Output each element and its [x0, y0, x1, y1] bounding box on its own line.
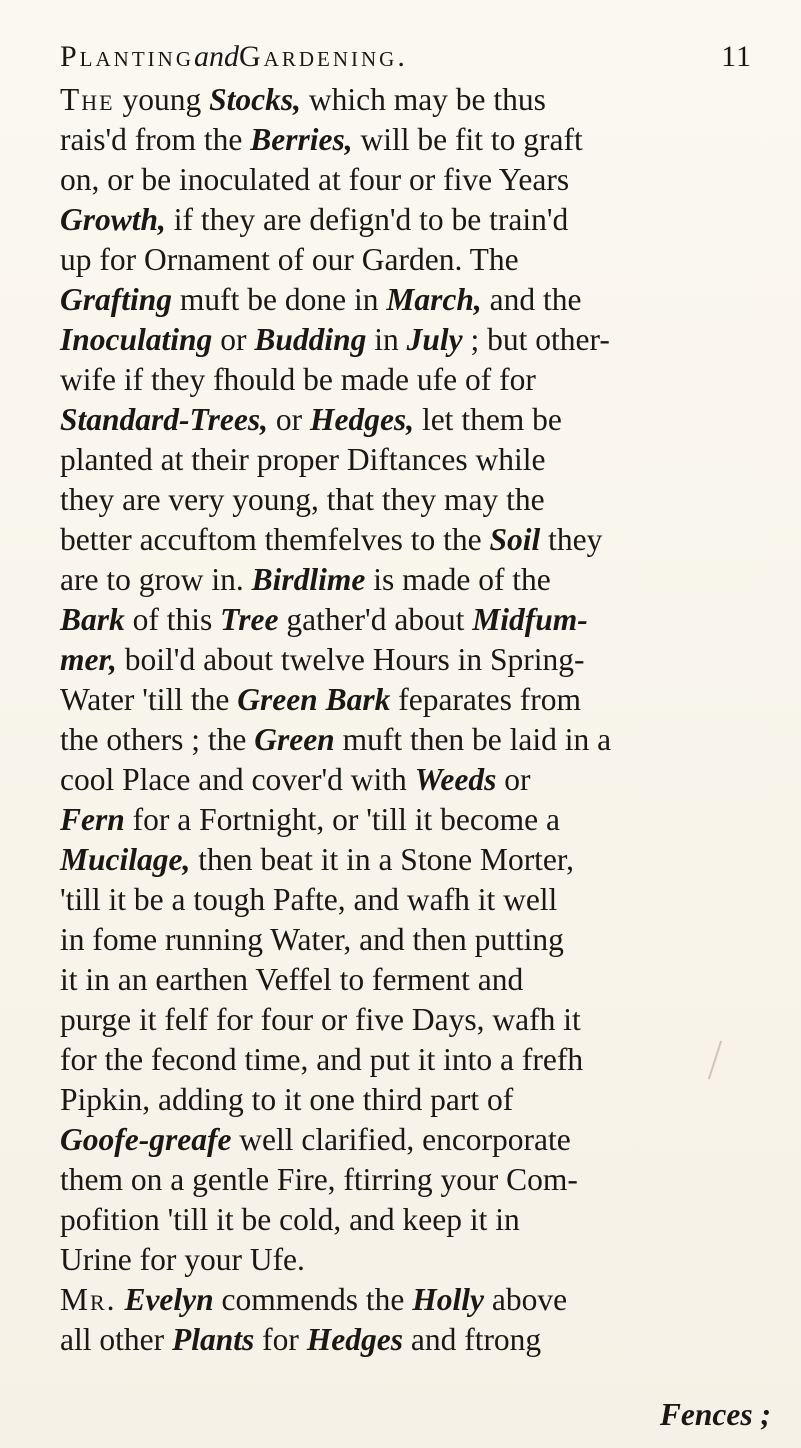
text-run: then beat it in a Stone Morter, — [190, 842, 575, 877]
text-line — [60, 360, 790, 400]
text-run: boil'd about twelve Hours in Spring- — [116, 642, 585, 677]
body-text — [60, 80, 790, 1360]
text-run: and the — [481, 282, 582, 317]
text-line — [60, 440, 790, 480]
italic-term: Stocks, — [209, 82, 301, 117]
text-line — [60, 240, 790, 280]
italic-term: mer, — [60, 642, 117, 677]
italic-term: Plants — [171, 1322, 255, 1357]
text-run: well clarified, encorporate — [231, 1122, 571, 1157]
text-run: Pipkin, adding to it one third part of — [60, 1082, 514, 1117]
text-run: are to grow in. — [60, 562, 252, 597]
text-run: all other — [60, 1322, 172, 1357]
italic-term: Grafting — [60, 282, 173, 317]
text-run: or — [212, 322, 255, 357]
italic-term: Hedges, — [309, 402, 415, 437]
text-line — [60, 680, 790, 720]
text-run: or — [267, 402, 310, 437]
italic-term: Hedges — [306, 1322, 403, 1357]
text-line — [60, 600, 790, 640]
text-line — [60, 1120, 790, 1160]
text-line — [60, 120, 790, 160]
text-line — [60, 1160, 790, 1200]
text-line — [60, 1000, 790, 1040]
text-run: feparates from — [390, 682, 581, 717]
italic-term: Holly — [412, 1282, 485, 1317]
italic-term: Tree — [220, 602, 279, 637]
text-line — [60, 480, 790, 520]
text-run: rais'd from the — [60, 122, 251, 157]
text-run: in — [366, 322, 407, 357]
text-run: is made of the — [365, 562, 551, 597]
text-run: if they are defign'd to be train'd — [165, 202, 569, 237]
italic-term: Midfum- — [472, 602, 588, 637]
text-run: above — [484, 1282, 568, 1317]
text-line — [60, 760, 790, 800]
lead-word: The — [60, 82, 115, 117]
italic-term: Budding — [254, 322, 367, 357]
text-line — [60, 200, 790, 240]
italic-term: Bark — [60, 602, 125, 637]
italic-term: Green Bark — [237, 682, 391, 717]
text-run: young — [114, 82, 210, 117]
text-run: better accuftom themfelves to the — [60, 522, 490, 557]
text-run: let them be — [414, 402, 562, 437]
italic-term: Mucilage, — [60, 842, 191, 877]
text-line — [60, 560, 790, 600]
text-line — [60, 1280, 790, 1320]
text-line — [60, 720, 790, 760]
text-run: for a Fortnight, or 'till it become a — [124, 802, 560, 837]
text-line — [60, 960, 790, 1000]
text-run: it in an earthen Veffel to ferment and — [60, 962, 524, 997]
text-run: will be fit to graft — [352, 122, 583, 157]
italic-term: July — [406, 322, 463, 357]
text-run: they — [540, 522, 603, 557]
text-line — [60, 1200, 790, 1240]
text-run: on, or be inoculated at four or five Years — [60, 162, 570, 197]
text-run: pofition 'till it be cold, and keep it in — [60, 1202, 520, 1237]
italic-term: Green — [254, 722, 335, 757]
text-line — [60, 640, 790, 680]
text-line — [60, 1320, 790, 1360]
italic-term: Evelyn — [124, 1282, 214, 1317]
text-line — [60, 1080, 790, 1120]
text-run: they are very young, that they may the — [60, 482, 545, 517]
italic-term: Inoculating — [60, 322, 213, 357]
text-run: for — [254, 1322, 307, 1357]
text-run: and ftrong — [402, 1322, 542, 1357]
text-run: 'till it be a tough Pafte, and wafh it well — [60, 882, 558, 917]
italic-term: Weeds — [414, 762, 497, 797]
running-head-planting: Planting — [60, 40, 194, 73]
text-line — [60, 80, 790, 120]
text-run: cool Place and cover'd with — [60, 762, 415, 797]
text-line — [60, 1240, 790, 1280]
text-run: ; but other- — [462, 322, 610, 357]
italic-term: Soil — [489, 522, 541, 557]
text-line — [60, 800, 790, 840]
italic-term: Standard-Trees, — [60, 402, 268, 437]
text-run: or — [496, 762, 531, 797]
page-number: 11 — [721, 40, 752, 73]
text-line — [60, 280, 790, 320]
text-run: muft then be laid in a — [334, 722, 612, 757]
text-run: gather'd about — [278, 602, 473, 637]
text-run: commends the — [213, 1282, 413, 1317]
text-run: of this — [124, 602, 221, 637]
text-run: Urine for your Ufe. — [60, 1242, 305, 1277]
text-run: purge it felf for four or five Days, wafh it — [60, 1002, 581, 1037]
text-run: wife if they fhould be made ufe of for — [60, 362, 536, 397]
text-run: which may be thus — [300, 82, 546, 117]
running-head-and: and — [194, 40, 239, 73]
text-line — [60, 520, 790, 560]
text-run: up for Ornament of our Garden. The — [60, 242, 519, 277]
text-line — [60, 320, 790, 360]
text-run: in fome running Water, and then putting — [60, 922, 564, 957]
text-line — [60, 160, 790, 200]
italic-term: March, — [386, 282, 482, 317]
text-line — [60, 920, 790, 960]
text-line — [60, 840, 790, 880]
italic-term: Fern — [60, 802, 125, 837]
text-line — [60, 400, 790, 440]
text-run: Water 'till the — [60, 682, 238, 717]
italic-term: Berries, — [250, 122, 353, 157]
italic-term: Birdlime — [251, 562, 366, 597]
text-run: them on a gentle Fire, ftirring your Com- — [60, 1162, 578, 1197]
text-line — [60, 1040, 790, 1080]
running-head-gardening: Gardening. — [239, 40, 408, 73]
running-head — [60, 40, 780, 74]
catchword: Fences ; — [659, 1397, 771, 1432]
text-run: muft be done in — [172, 282, 387, 317]
lead-word: Mr. — [60, 1282, 117, 1317]
text-run: the others ; the — [60, 722, 255, 757]
text-run: planted at their proper Diftances while — [60, 442, 546, 477]
italic-term: Goofe-greafe — [60, 1122, 232, 1157]
text-line — [60, 880, 790, 920]
italic-term: Growth, — [60, 202, 166, 237]
text-run: for the fecond time, and put it into a frefh — [60, 1042, 584, 1077]
